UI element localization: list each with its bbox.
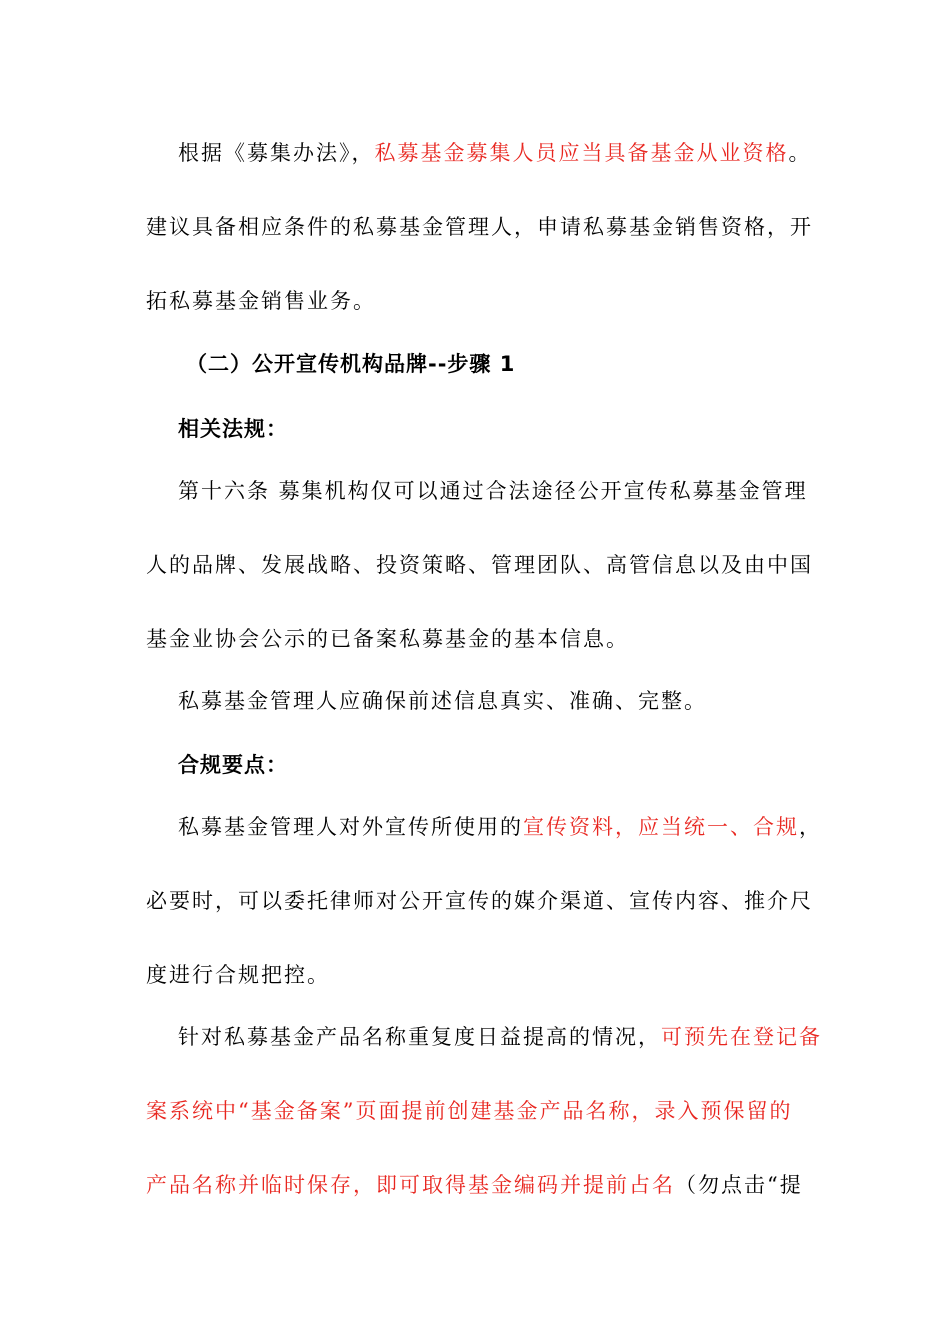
text-segment: 针对私募基金产品名称重复度日益提高的情况， bbox=[178, 1025, 661, 1049]
text-segment: ， bbox=[799, 815, 822, 839]
paragraph-line: 私募基金管理人应确保前述信息真实、准确、完整。 bbox=[178, 689, 707, 713]
text-segment: （勿点击“提 bbox=[675, 1173, 803, 1197]
compliance-heading: 合规要点： bbox=[178, 753, 288, 777]
paragraph-line: 第十六条 募集机构仅可以通过合法途径公开宣传私募基金管理 bbox=[178, 479, 808, 503]
highlighted-text: 可预先在登记备 bbox=[661, 1025, 822, 1049]
regulations-heading: 相关法规： bbox=[178, 417, 288, 441]
highlighted-paragraph-line: 案系统中“基金备案”页面提前创建基金产品名称，录入预保留的 bbox=[146, 1099, 793, 1123]
section-heading: （二）公开宣传机构品牌--步骤 1 bbox=[186, 352, 516, 376]
highlighted-text: 产品名称并临时保存，即可取得基金编码并提前占名 bbox=[146, 1173, 675, 1197]
paragraph-line: 拓私募基金销售业务。 bbox=[146, 289, 376, 313]
text-segment: 私募基金管理人对外宣传所使用的 bbox=[178, 815, 523, 839]
paragraph-line bbox=[178, 813, 822, 841]
paragraph-line: 必要时，可以委托律师对公开宣传的媒介渠道、宣传内容、推介尺 bbox=[146, 889, 813, 913]
highlighted-text: 私募基金募集人员应当具备基金从业资格 bbox=[374, 141, 789, 165]
text-segment: 根据《募集办法》， bbox=[178, 141, 375, 165]
paragraph-line: 基金业协会公示的已备案私募基金的基本信息。 bbox=[146, 627, 629, 651]
paragraph-line: 度进行合规把控。 bbox=[146, 963, 330, 987]
paragraph-line: 人的品牌、发展战略、投资策略、管理团队、高管信息以及由中国 bbox=[146, 553, 813, 577]
paragraph-line bbox=[178, 139, 812, 167]
text-segment: 。 bbox=[788, 141, 812, 165]
highlighted-text: 宣传资料，应当统一、合规 bbox=[523, 815, 799, 839]
paragraph-line: 建议具备相应条件的私募基金管理人，申请私募基金销售资格，开 bbox=[146, 215, 813, 239]
paragraph-line bbox=[146, 1171, 803, 1199]
paragraph-line bbox=[178, 1023, 822, 1051]
